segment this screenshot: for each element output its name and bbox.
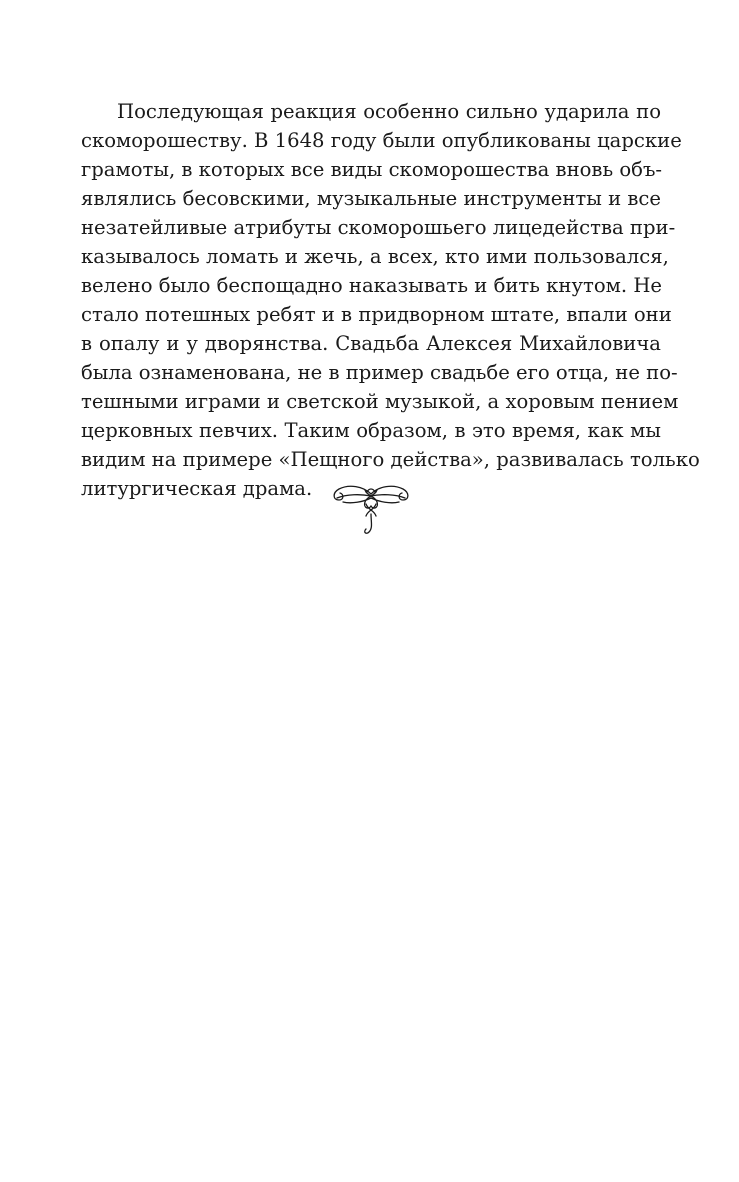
text-line: церковных певчих. Таким образом, в это время, как мы <box>81 419 661 442</box>
text-line: казывалось ломать и жечь, а всех, кто ими пользовался, <box>81 245 669 268</box>
text-line: Последующая реакция особенно сильно ударила по <box>117 100 661 123</box>
text-line: стало потешных ребят и в придворном штате, впали они <box>81 303 672 326</box>
text-line: видим на примере «Пещного действа», развивалась только <box>81 448 700 471</box>
text-line: являлись бесовскими, музыкальные инструменты и все <box>81 187 661 210</box>
body-paragraph <box>81 97 700 503</box>
text-line: тешными играми и светской музыкой, а хоровым пением <box>81 390 679 413</box>
flourish-ornament-icon <box>329 480 413 538</box>
text-line: грамоты, в которых все виды скоморошества вновь объ- <box>81 158 663 181</box>
text-line: скоморошеству. В 1648 году были опубликованы царские <box>81 129 682 152</box>
text-line: литургическая драма. <box>81 477 313 500</box>
text-line: в опалу и у дворянства. Свадьба Алексея Михайловича <box>81 332 661 355</box>
text-line: велено было беспощадно наказывать и бить кнутом. Не <box>81 274 663 297</box>
text-line: незатейливые атрибуты скоморошьего лицедейства при- <box>81 216 676 239</box>
text-line: была ознаменована, не в пример свадьбе его отца, не по- <box>81 361 678 384</box>
